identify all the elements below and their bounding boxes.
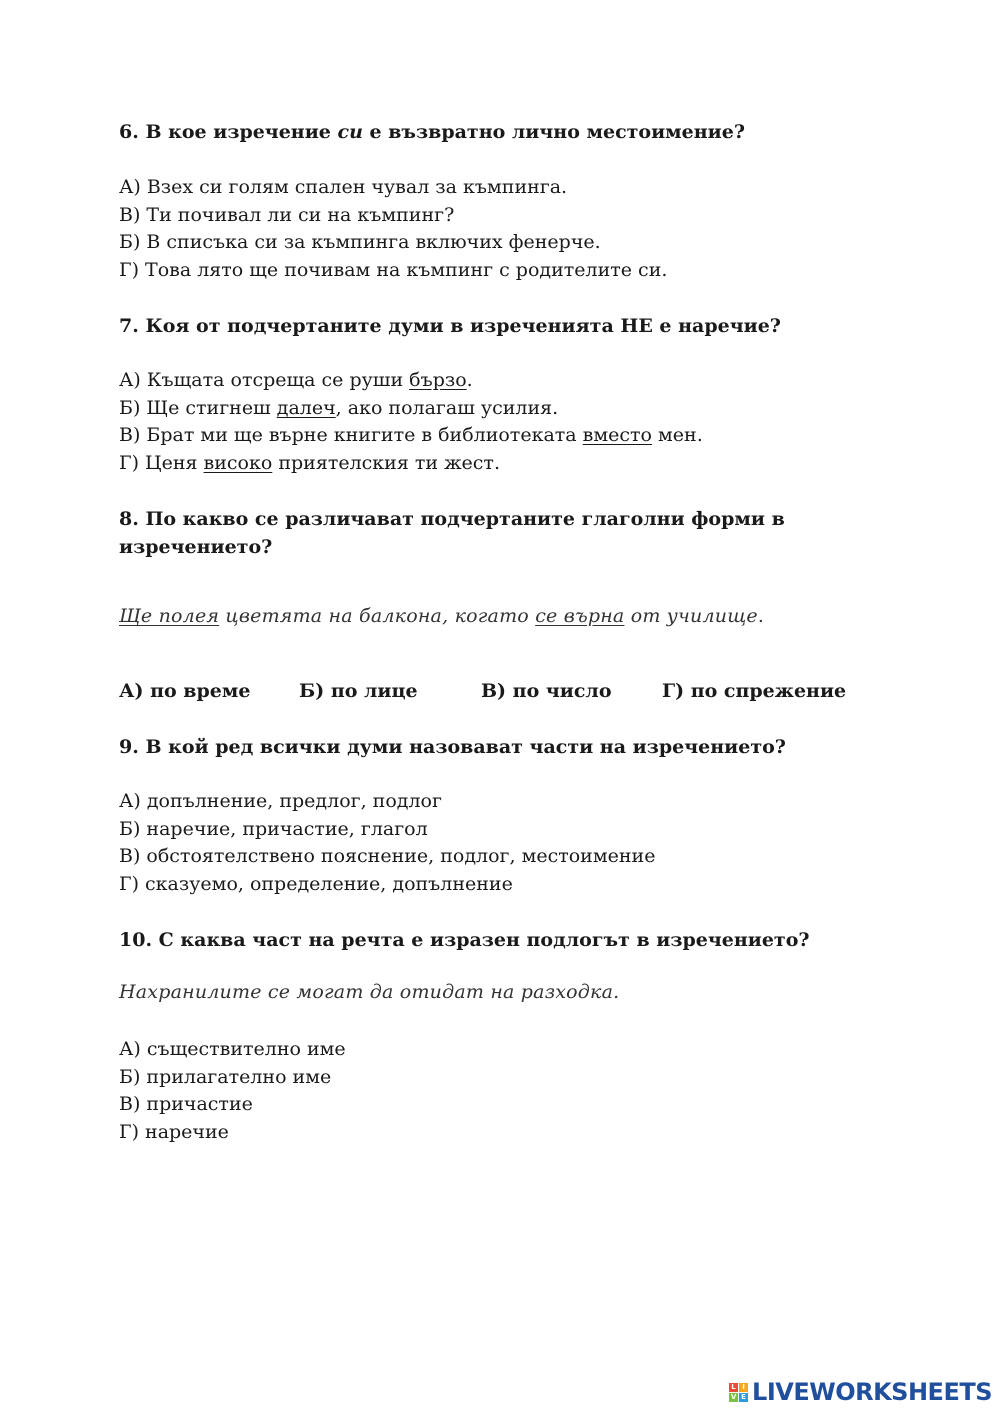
question-6-options	[119, 174, 667, 284]
option-v: В) Ти почивал ли си на къмпинг?	[119, 203, 455, 226]
option-b: Б) В списъка си за къмпинга включих фенерче.	[119, 231, 601, 253]
question-10-options	[119, 1036, 346, 1146]
option-v: В) обстоятелствено пояснение, подлог, местоимение	[119, 845, 656, 867]
liveworksheets-logo	[729, 1375, 992, 1409]
question-7-options	[119, 367, 703, 477]
question-10-example-sentence: Нахранилите се могат да отидат на разходка.	[119, 981, 620, 1003]
option-g: Г) по спрежение	[662, 680, 847, 702]
question-7-title: 7. Коя от подчертаните думи в изреченията НЕ е наречие?	[119, 315, 781, 337]
option-a: А) допълнение, предлог, подлог	[119, 790, 442, 812]
question-9-options	[119, 788, 655, 898]
option-b: Б) наречие, причастие, глагол	[119, 817, 428, 840]
question-8-example-sentence: Ще полея цветята на балкона, когато се върна от училище.	[119, 605, 765, 627]
option-g: Г) Това лято ще почивам на къмпинг с родителите си.	[119, 258, 668, 281]
option-a: А) по време	[119, 680, 251, 702]
option-b: Б) прилагателно име	[119, 1065, 332, 1088]
option-b: Б) Ще стигнеш далеч, ако полагаш усилия.	[119, 396, 559, 419]
option-a: А) съществително име	[119, 1038, 346, 1060]
question-9-title: 9. В кой ред всички думи назовават части на изречението?	[119, 736, 786, 758]
logo-mark-icon: L I V E	[729, 1383, 748, 1402]
option-b: Б) по лице	[299, 680, 418, 702]
question-8-title: 8. По какво се различават подчертаните глаголни форми в изречението?	[119, 508, 785, 558]
option-v: В) по число	[481, 680, 612, 702]
question-10-title: 10. С каква част на речта е изразен подлогът в изречението?	[119, 929, 810, 951]
option-g: Г) сказуемо, определение, допълнение	[119, 872, 513, 895]
question-6-title: 6. В кое изречение си е възвратно лично местоимение?	[119, 121, 745, 143]
question-8-options	[119, 680, 859, 708]
option-v: В) причастие	[119, 1093, 253, 1115]
option-g: Г) наречие	[119, 1120, 229, 1143]
option-a: А) Взех си голям спален чувал за къмпинга.	[119, 176, 568, 198]
option-g: Г) Ценя високо приятелския ти жест.	[119, 451, 500, 474]
option-a: А) Къщата отсреща се руши бързо.	[119, 369, 473, 391]
option-v: В) Брат ми ще върне книгите в библиотеката вместо мен.	[119, 424, 703, 446]
logo-text: LIVEWORKSHEETS	[752, 1378, 992, 1406]
